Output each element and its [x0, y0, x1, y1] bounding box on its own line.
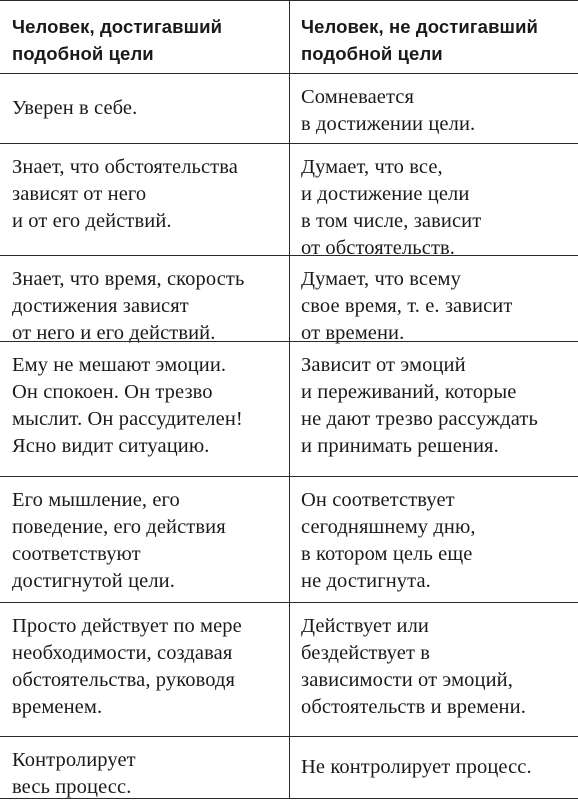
cell-achieved: Знает, что обстоятельства зависят от него и от его действий.	[12, 156, 238, 232]
cell-achieved: Знает, что время, скорость достижения зависят от него и его действий.	[12, 268, 245, 344]
cell-achieved: Его мышление, его поведение, его действия соответствуют достигнутой цели.	[12, 489, 226, 592]
cell-not-achieved: Действует или бездействует в зависимости от эмоций, обстоятельств и времени.	[289, 603, 578, 736]
cell-achieved: Контролирует весь процесс.	[12, 749, 136, 798]
cell-not-achieved: Думает, что всему свое время, т. е. зависит от времени.	[289, 256, 578, 341]
table-row	[0, 341, 578, 476]
table-row	[0, 143, 578, 259]
cell-achieved: Уверен в себе.	[12, 97, 138, 119]
header-cell-not-achieved: Человек, не достигавший подобной цели	[289, 1, 578, 73]
cell-not-achieved: Зависит от эмоций и переживаний, которые не дают трезво рассуждать и принимать решения.	[289, 342, 578, 476]
cell-not-achieved: Сомневается в достижении цели.	[289, 74, 578, 143]
table-header-row	[0, 0, 578, 73]
cell-not-achieved: Не контролирует процесс.	[289, 737, 578, 798]
cell-not-achieved: Думает, что все, и достижение цели в том числе, зависит от обстоятельств.	[289, 144, 578, 255]
table-row	[0, 255, 578, 344]
table-row	[0, 476, 578, 602]
cell-achieved: Ему не мешают эмоции. Он спокоен. Он трезво мыслит. Он рассудителен! Ясно видит ситуацию.	[12, 354, 243, 457]
cell-achieved: Просто действует по мере необходимости, создавая обстоятельства, руководя временем.	[12, 615, 242, 718]
header-cell-achieved: Человек, достигавший подобной цели	[12, 16, 223, 64]
table-row	[0, 736, 578, 799]
table-row	[0, 73, 578, 143]
table-row	[0, 602, 578, 736]
cell-not-achieved: Он соответствует сегодняшнему дню, в котором цель еще не достигнута.	[289, 477, 578, 602]
